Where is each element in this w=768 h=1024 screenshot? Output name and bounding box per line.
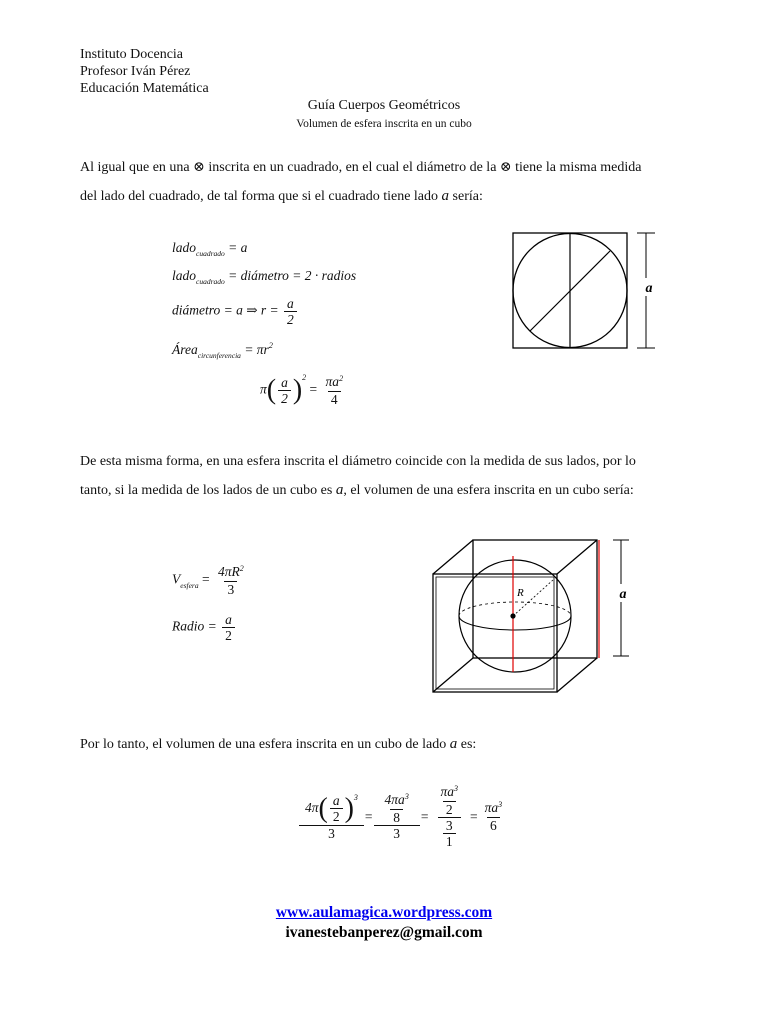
eq-exponent: 2: [239, 564, 244, 573]
eq-area-rhs: = πr: [244, 342, 269, 357]
eq-4pi: 4π: [305, 799, 319, 815]
fraction-denominator: 2: [222, 627, 235, 643]
eq-subscript-cuadrado: cuadrado: [196, 249, 225, 258]
eq-lado-word: lado: [172, 240, 197, 255]
footer-website-link[interactable]: www.aulamagica.wordpress.com: [275, 904, 493, 921]
equation-diametro-radio: [172, 296, 299, 327]
eq-exponent: 2: [268, 341, 273, 350]
fraction-numerator: [382, 792, 412, 809]
eq-radio-text: Radio =: [172, 618, 217, 634]
fraction-4pi-a2-cubed-over-3: [302, 793, 361, 841]
equation-lado-diametro: [172, 268, 356, 286]
fraction-denominator: 4: [328, 391, 341, 407]
fraction-volume: [215, 564, 247, 597]
eq-exponent: 2: [302, 372, 307, 382]
side-variable: a: [449, 736, 458, 752]
paragraph-1-line-2-end: sería:: [452, 189, 483, 204]
eq-exponent: 3: [498, 800, 503, 809]
cube-edge-top-right: [557, 540, 597, 574]
fraction-4pia3-over-8-over-3: [377, 792, 417, 841]
subject-name: Educación Matemática: [80, 81, 209, 96]
equation-pi-a-half-squared: π( $\frac{a}{2}$ )$^2$ = $\frac{\pi a^2}{4}$: [260, 374, 348, 407]
fraction-denominator: 6: [487, 817, 500, 833]
fraction-denominator: 3: [299, 825, 364, 841]
eq-subscript-esfera: esfera: [180, 580, 199, 590]
fraction-a-over-2: [222, 612, 235, 643]
cube-edge-bottom-left: [433, 658, 473, 692]
fraction-numerator: a: [332, 792, 340, 808]
fraction-numerator: 4π( $\frac{a}{2}$ )$^3$: [305, 792, 358, 824]
eq-exponent: 3: [404, 792, 409, 801]
fraction-3-over-1: [443, 818, 456, 849]
fraction-denominator: 3: [224, 581, 237, 597]
cube-edge-bottom-right: [557, 658, 597, 692]
paragraph-2-line-1: De esta misma forma, en una esfera inscrita el diámetro coincide con la medida de sus lados, por lo: [80, 454, 636, 469]
paragraph-1-line-2: [80, 182, 690, 211]
eq-pi: π: [260, 381, 267, 397]
fraction-pia3-over-2: [437, 784, 461, 817]
eq-exponent: 3: [353, 792, 358, 802]
guide-title: Guía Cuerpos Geométricos: [307, 98, 461, 113]
eq-rhs-diametro: = diámetro = 2 · radios: [228, 268, 357, 283]
eq-equals: =: [309, 381, 318, 397]
eq-exponent: 2: [339, 374, 344, 383]
eq-equals: =: [201, 571, 210, 587]
fraction-pia2-over-4: [323, 374, 347, 407]
eq-pia: πa: [440, 784, 454, 799]
paragraph-3-end: es:: [460, 737, 477, 752]
fraction-numerator: a: [225, 612, 232, 627]
fraction-pia3-over-6: [482, 800, 506, 833]
eq-area-word: Área: [172, 342, 198, 357]
fraction-denominator: 1: [443, 833, 456, 849]
fraction-a-over-2: [278, 375, 291, 406]
sphere-in-cube-figure: [425, 532, 645, 708]
document-header: [80, 46, 209, 97]
professor-name: Profesor Iván Pérez: [80, 64, 191, 79]
equation-volume-sphere: [172, 564, 249, 597]
cube-front-face: [433, 574, 557, 692]
fraction-numerator: a: [281, 375, 288, 390]
fraction-denominator: [438, 817, 461, 849]
eq-rhs-a: = a: [228, 240, 248, 255]
equation-area-circunferencia: [172, 342, 273, 360]
fraction-numerator: [377, 792, 417, 825]
paragraph-1-line-1: Al igual que en una ⊗ inscrita en un cuadrado, en el cual el diámetro de la ⊗ tiene la misma medida: [80, 160, 642, 175]
radius-label-r: R: [517, 587, 524, 599]
footer-email: ivanestebanperez@gmail.com: [285, 924, 483, 941]
eq-v: V: [172, 571, 181, 587]
paragraph-1: [80, 154, 690, 211]
eq-lado-word: lado: [172, 268, 197, 283]
side-label-a: a: [619, 587, 627, 602]
fraction-numerator: [432, 784, 466, 817]
fraction-denominator: 8: [390, 809, 403, 825]
paragraph-2-line-2: [80, 476, 690, 505]
fraction-numerator: a: [287, 296, 294, 311]
fraction-denominator: 3: [374, 825, 420, 841]
fraction-denominator: 2: [284, 311, 297, 327]
sphere-center-point: [510, 613, 515, 618]
institute-name: Instituto Docencia: [80, 47, 184, 62]
side-label-a: a: [645, 281, 653, 296]
paragraph-2-line-2-end: , el volumen de una esfera inscrita en un cubo sería:: [343, 483, 634, 498]
fraction-4pia3-over-8: [382, 792, 412, 825]
circle-in-square-figure: [505, 226, 665, 356]
eq-pia: πa: [484, 800, 499, 815]
fraction-a-over-2: [284, 296, 297, 327]
paragraph-2-line-2-text: tanto, si la medida de los lados de un cubo es: [80, 483, 333, 498]
fraction-a-over-2: [330, 793, 343, 824]
paragraph-2: [80, 448, 690, 505]
eq-4pir: 4πR: [217, 564, 240, 579]
eq-subscript-cuadrado: cuadrado: [196, 277, 225, 286]
fraction-numerator: [215, 564, 247, 581]
paragraph-3: [80, 730, 690, 759]
fraction-pia3-over-2-over-3-over-1: [432, 784, 466, 849]
fraction-numerator: 3: [445, 818, 453, 833]
fraction-numerator: [437, 784, 461, 801]
cube-front-face-inner: [436, 577, 554, 689]
cube-edge-top-left: [433, 540, 473, 574]
fraction-denominator: 2: [278, 390, 291, 406]
guide-subtitle: Volumen de esfera inscrita en un cubo: [296, 118, 472, 130]
paragraph-3-text: Por lo tanto, el volumen de una esfera inscrita en un cubo de lado: [80, 737, 447, 752]
eq-equals: =: [364, 808, 373, 824]
side-variable: a: [335, 482, 344, 498]
paragraph-1-line-2-text: del lado del cuadrado, de tal forma que si el cuadrado tiene lado: [80, 189, 439, 204]
eq-exponent: 3: [453, 784, 458, 793]
side-variable: a: [441, 188, 450, 204]
equation-lado-a: [172, 240, 247, 258]
eq-equals: =: [420, 808, 429, 824]
equation-final-volume: [300, 784, 507, 849]
eq-diametro-text: diámetro = a ⇒ r =: [172, 302, 279, 318]
fraction-denominator: 2: [330, 808, 343, 824]
equation-radio: [172, 612, 237, 643]
fraction-denominator: 2: [443, 801, 456, 817]
fraction-numerator: [482, 800, 506, 817]
eq-subscript-circunferencia: circunferencia: [197, 351, 241, 360]
cube-back-face: [473, 540, 597, 658]
eq-4pia: 4πa: [384, 792, 405, 807]
fraction-numerator: [323, 374, 347, 391]
eq-equals: =: [469, 808, 478, 824]
eq-pi-a: πa: [325, 374, 340, 389]
